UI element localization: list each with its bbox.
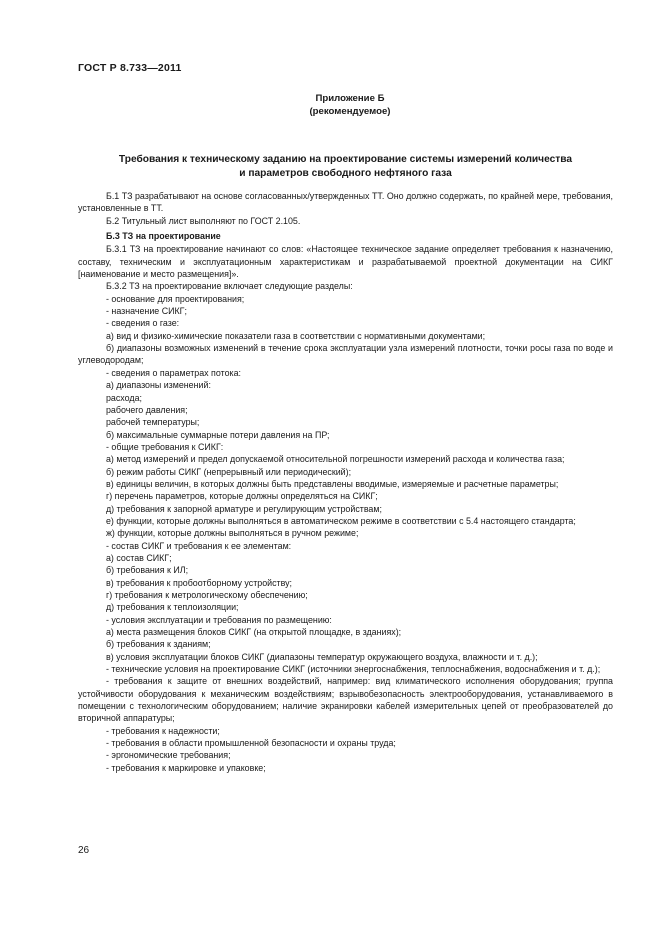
section-heading: Б.3 ТЗ на проектирование xyxy=(106,231,221,242)
list-item: - эргономические требования; xyxy=(106,750,231,761)
list-item: - технические условия на проектирование СИКГ (источники энергоснабжения, теплоснабжения, водоснабжения и т. д.); xyxy=(106,664,601,675)
list-item: б) максимальные суммарные потери давления на ПР; xyxy=(106,429,330,440)
list-item: а) вид и физико-химические показатели газа в соответствии с нормативными документами; xyxy=(106,330,486,341)
list-item: - состав СИКГ и требования к ее элементам: xyxy=(106,540,292,551)
list-item: рабочего давления; xyxy=(106,404,188,415)
list-item: в) условия эксплуатации блоков СИКГ (диапазоны температур окружающего воздуха, влажности и т. д.); xyxy=(106,651,538,662)
list-item: в) требования к пробоотборному устройству; xyxy=(106,577,293,588)
list-item: - сведения о газе: xyxy=(106,318,180,329)
list-item: - требования к надежности; xyxy=(106,725,220,736)
list-item: б) требования к зданиям; xyxy=(106,639,211,650)
document-code: ГОСТ Р 8.733—2011 xyxy=(78,62,182,74)
list-item: д) требования к запорной арматуре и регулирующим устройствам; xyxy=(106,503,382,514)
list-item: г) требования к метрологическому обеспечению; xyxy=(106,590,308,600)
list-item: д) требования к теплоизоляции; xyxy=(106,602,239,613)
list-item: - сведения о параметрах потока: xyxy=(106,367,241,378)
list-item: б) режим работы СИКГ (непрерывный или периодический); xyxy=(106,466,352,477)
list-item: - требования к маркировке и упаковке; xyxy=(106,762,266,773)
list-item: е) функции, которые должны выполняться в автоматическом режиме в соответствии с 5.4 настоящего стандарта; xyxy=(106,515,576,526)
list-item: рабочей температуры; xyxy=(106,417,200,428)
paragraph: Б.3.2 ТЗ на проектирование включает следующие разделы: xyxy=(106,281,353,292)
page-number: 26 xyxy=(78,845,90,856)
list-item: а) диапазоны изменений: xyxy=(106,380,211,391)
list-item: а) метод измерений и предел допускаемой относительной погрешности измерений расхода и количества газа; xyxy=(106,454,565,465)
list-item: - условия эксплуатации и требования по размещению: xyxy=(106,614,332,625)
list-item: г) перечень параметров, которые должны определяться на СИКГ; xyxy=(106,491,378,502)
list-item: - требования к защите от внешних воздействий, например: вид климатического исполнения оборудования; группа устойчивости оборудования к механическим воздействиям; взрывобезопасность электрооборудования, устанавливаемого в помещении с технологическим оборудованием; наличие экранировки кабелей измерительных цепей от преобразователей до вторичной аппаратуры; xyxy=(78,676,613,724)
list-item: ж) функции, которые должны выполняться в ручном режиме; xyxy=(106,528,359,539)
list-item: б) требования к ИЛ; xyxy=(106,565,189,576)
list-item: - общие требования к СИКГ: xyxy=(106,441,224,452)
annex-label: Приложение Б xyxy=(315,93,385,104)
list-item: расхода; xyxy=(106,392,142,403)
list-item: - назначение СИКГ; xyxy=(106,306,187,317)
paragraph: Б.2 Титульный лист выполняют по ГОСТ 2.105. xyxy=(106,215,301,226)
list-item: а) состав СИКГ; xyxy=(106,552,172,563)
list-item: - требования в области промышленной безопасности и охраны труда; xyxy=(106,738,396,749)
list-item: б) диапазоны возможных изменений в течение срока эксплуатации узла измерений плотности, точки росы газа по воде и углеводородам; xyxy=(78,343,613,366)
list-item: в) единицы величин, в которых должны быть представлены вводимые, измеряемые и расчетные параметры; xyxy=(106,478,559,489)
annex-title-line-1: Требования к техническому заданию на проектирование системы измерений количества xyxy=(118,154,573,165)
list-item: а) места размещения блоков СИКГ (на открытой площадке, в зданиях); xyxy=(106,627,402,638)
annex-heading xyxy=(250,92,450,118)
paragraph: Б.1 ТЗ разрабатывают на основе согласованных/утвержденных ТТ. Оно должно содержать, по крайней мере, требования, установленные в ТТ. xyxy=(78,191,613,214)
document-body xyxy=(78,190,613,774)
annex-status: (рекомендуемое) xyxy=(309,106,391,117)
paragraph: Б.3.1 ТЗ на проектирование начинают со слов: «Настоящее техническое задание определяет требования к назначению, составу, техническим и эксплуатационным характеристикам и разрабатываемой проектной документации на СИКГ [наименование и место размещения]». xyxy=(78,244,613,280)
annex-title xyxy=(78,153,613,181)
annex-title-line-2: и параметров свободного нефтяного газа xyxy=(239,168,452,179)
list-item: - основание для проектирования; xyxy=(106,293,245,304)
